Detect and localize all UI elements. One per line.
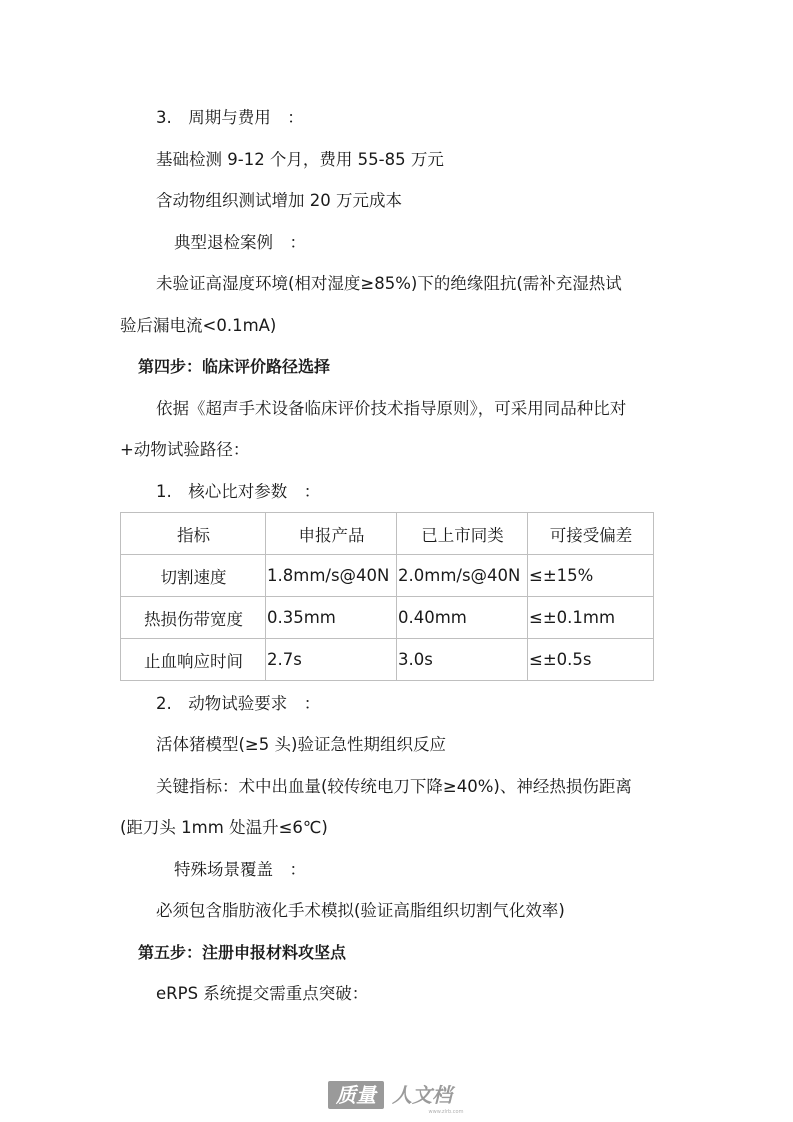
table-cell: 2.0mm/s@40N — [397, 555, 528, 597]
table-cell: 0.40mm — [397, 597, 528, 639]
paragraph-erps-submission: eRPS 系统提交需重点突破： — [156, 984, 369, 1003]
paragraph-guideline-line2: +动物试验路径： — [120, 440, 250, 459]
table-header-cell: 申报产品 — [266, 513, 397, 555]
paragraph-rejection-case-line1: 未验证高湿度环境(相对湿度≥85%)下的绝缘阻抗(需补充湿热试 — [156, 274, 622, 293]
paragraph-pig-model: 活体猪模型(≥5 头)验证急性期组织反应 — [156, 735, 446, 754]
logo-text-part1: 质量 — [336, 1083, 376, 1107]
paragraph-key-metrics-line2: (距刀头 1mm 处温升≤6℃) — [120, 818, 328, 837]
table-cell: 1.8mm/s@40N — [266, 555, 397, 597]
paragraph-rejection-case-line2: 验后漏电流<0.1mA) — [120, 316, 277, 335]
table-cell: 0.35mm — [266, 597, 397, 639]
section-heading-cycle-cost: 3. 周期与费用 ： — [156, 108, 304, 127]
section-heading-core-params: 1. 核心比对参数 ： — [156, 482, 321, 501]
table-header-cell: 已上市同类 — [397, 513, 528, 555]
section-heading-animal-test: 2. 动物试验要求 ： — [156, 694, 321, 713]
paragraph-key-metrics-line1: 关键指标：术中出血量(较传统电刀下降≥40%)、神经热损伤距离 — [156, 777, 632, 796]
paragraph-guideline-line1: 依据《超声手术设备临床评价技术指导原则》，可采用同品种比对 — [156, 399, 627, 418]
step-five-heading: 第五步：注册申报材料攻坚点 — [138, 943, 347, 962]
table-row — [121, 639, 654, 681]
table-header-row — [121, 513, 654, 555]
paragraph-fat-liquefaction: 必须包含脂肪液化手术模拟(验证高脂组织切割气化效率) — [156, 901, 565, 920]
step-four-heading: 第四步：临床评价路径选择 — [138, 357, 331, 376]
table-cell: ≤±15% — [528, 555, 654, 597]
table-row — [121, 597, 654, 639]
table-cell: ≤±0.5s — [528, 639, 654, 681]
table-cell: 2.7s — [266, 639, 397, 681]
table-header-cell: 指标 — [121, 513, 266, 555]
paragraph-animal-tissue-cost: 含动物组织测试增加 20 万元成本 — [156, 191, 402, 210]
logo-subtext: www.zlrb.com — [428, 1109, 464, 1115]
table-cell: 3.0s — [397, 639, 528, 681]
section-heading-special-scenario: 特殊场景覆盖 ： — [174, 860, 306, 879]
table-row — [121, 555, 654, 597]
footer-logo-watermark — [326, 1075, 466, 1115]
table-cell: 热损伤带宽度 — [121, 597, 266, 639]
section-heading-rejection-case: 典型退检案例 ： — [174, 233, 306, 252]
logo-text-part2: 人文档 — [392, 1083, 452, 1107]
paragraph-basic-testing: 基础检测 9-12 个月，费用 55-85 万元 — [156, 150, 444, 169]
table-cell: 切割速度 — [121, 555, 266, 597]
comparison-table — [120, 512, 654, 681]
table-header-cell: 可接受偏差 — [528, 513, 654, 555]
table-cell: 止血响应时间 — [121, 639, 266, 681]
table-cell: ≤±0.1mm — [528, 597, 654, 639]
